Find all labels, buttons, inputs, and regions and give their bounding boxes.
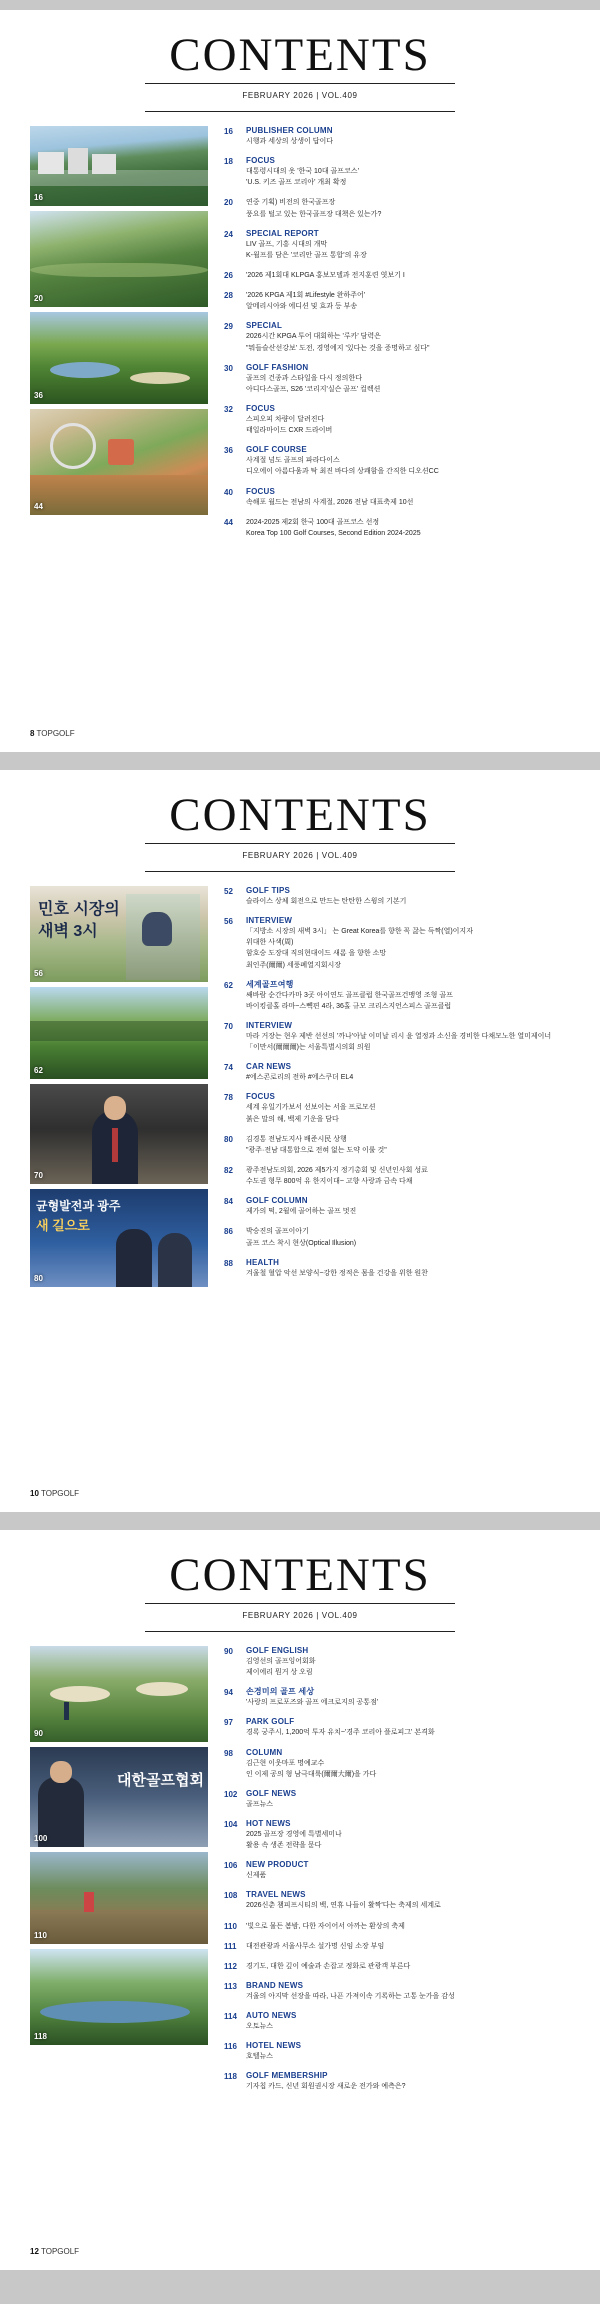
toc-entry[interactable] [224,229,580,261]
entry-heading: INTERVIEW [246,1020,293,1030]
toc-entry[interactable] [224,1789,580,1810]
page-gap [0,752,600,770]
entry-line: 김근현 이웃마포 명예교수 [246,1759,325,1767]
entry-line: 인 이제 공의 형 남극대륙(爾爾大爾)을 가다 [246,1770,377,1778]
entry-line: 대통령시대의 옷 '한국 10대 골프코스' [246,168,359,176]
entry-line: 연중 기획) 비전의 한국골프장 [246,199,336,207]
entry-heading: GOLF COLUMN [246,1196,308,1206]
entry-line: 위대한 사색(周) [246,939,294,947]
entry-page: 82 [224,1165,233,1175]
photo-thumbnail[interactable] [30,211,208,307]
footer-brand: TOPGOLF [40,2247,80,2256]
entry-heading: 세계골프여행 [246,979,294,989]
toc-entry[interactable] [224,1646,580,1678]
entry-line: 신제품 [246,1872,267,1880]
photo-page-number: 90 [34,1729,43,1738]
entry-line: 쌔바람 순간다카마 3곳 아이연도 골프클럽 한국골프건맹영 조형 골프 [246,991,453,999]
photo-page-number: 16 [34,193,43,202]
entry-line: 알메리시아와 에디션 및 효과 등 부송 [246,303,358,311]
entry-line: 최인주(爾爾) 세풍폐열지회시장 [246,961,341,969]
entry-line: 겨울철 혈압 악선 보양식~강한 정적은 몸을 건강을 위한 원찬 [246,1269,428,1277]
entry-heading: PARK GOLF [246,1717,295,1727]
entry-page: 78 [224,1093,233,1103]
entry-heading: FOCUS [246,403,275,413]
entry-page: 111 [224,1941,237,1951]
footer-brand: TOPGOLF [40,1489,80,1498]
issue-label: FEBRUARY 2026 | VOL.409 [242,1611,358,1620]
toc-entry[interactable] [224,1860,580,1881]
entry-line: "광주·전남 대통합으로 전혀 없는 도약 이룰 것" [246,1146,387,1154]
entry-page: 114 [224,2012,237,2022]
page-footer [30,1489,79,1498]
entry-heading: AUTO NEWS [246,2011,297,2021]
entry-line: 제이에리 뭔거 상 오림 [246,1669,313,1677]
entry-page: 86 [224,1227,233,1237]
entry-line: 기자칩 카드, 신년 회원권시장 새로운 전가와 예측은? [246,2083,406,2091]
footer-page-number: 10 [30,1489,39,1498]
entry-line: 2026신춘 챔피프시티의 백, 연휴 나들이 활짝'다는 축제의 세계로 [246,1902,441,1910]
photo-image [30,211,208,307]
entry-line: 골프 코스 착시 현상(Optical Illusion) [246,1239,357,1247]
entry-line: 'U.S. 키즈 골프 코리아' 개최 확정 [246,179,347,187]
page-title: CONTENTS [169,29,431,81]
issue-label: FEBRUARY 2026 | VOL.409 [242,851,358,860]
entry-line: 김영선의 골프잉어회화 [246,1658,316,1665]
toc-entry[interactable] [224,1890,580,1911]
entry-page: 30 [224,363,233,373]
entry-page: 116 [224,2042,237,2052]
entry-page: 20 [224,198,233,208]
entry-heading: GOLF NEWS [246,1788,297,1798]
entry-page: 106 [224,1861,238,1871]
toc-entry[interactable] [224,886,580,907]
entry-heading: NEW PRODUCT [246,1860,309,1870]
entry-page: 29 [224,322,233,332]
photo-image [30,987,208,1079]
footer-brand: TOPGOLF [36,729,75,738]
toc-entry[interactable] [224,980,580,1012]
toc-entry[interactable] [224,197,580,219]
toc-entry[interactable] [224,404,580,436]
photo-page-number: 80 [34,1274,43,1283]
toc-entry[interactable] [224,1717,580,1738]
footer-page-number: 8 [30,729,35,738]
toc-entry[interactable] [224,1258,580,1279]
entry-page: 97 [224,1718,233,1728]
photo-image [30,312,208,404]
toc-entry[interactable] [224,1981,580,2002]
photo-image [30,1646,208,1742]
entry-page: 36 [224,446,233,456]
photo-thumbnail[interactable] [30,312,208,404]
entry-line: 박승진의 골프이아기 [246,1228,309,1236]
entry-line: 골프의 건종과 스타일을 다시 정의한다 [246,374,362,382]
entry-line: '2026 KPGA 제1회 #Lifestyle 완하주어' [246,292,366,300]
photo-thumbnail[interactable] [30,1646,208,1742]
contents-body-1 [0,126,600,548]
photo-page-number: 44 [34,502,43,511]
contents-body-2 [0,886,600,1292]
toc-entry[interactable] [224,270,580,281]
entry-line: "뭐들슬산선강보' 도전, 경영에지 '있다는 것을 증명하고 싶다" [246,344,430,352]
entry-page: 80 [224,1134,233,1144]
photo-thumbnail[interactable] [30,886,208,982]
photo-image [30,126,208,206]
contents-page-3 [0,1530,600,2270]
entry-line: 활용 속 생존 전략을 묻다 [246,1842,322,1850]
photo-thumbnail[interactable] [30,126,208,206]
entry-heading: FOCUS [246,486,275,496]
toc-entry[interactable] [224,517,580,539]
entry-line: 세계 유일기가보서 선보이는 서을 프로모션 [246,1104,376,1112]
entry-page: 70 [224,1021,233,1031]
entry-heading: 손경미의 골프 세상 [246,1687,315,1697]
entry-line: '빛으로 물든 봄밤, 다한 자이어서 아까는 환상의 축제 [246,1922,405,1930]
photo-image [30,409,208,515]
entry-heading: FOCUS [246,156,275,166]
page-footer [30,729,75,738]
entry-list-1 [208,126,580,548]
photo-column-1 [30,126,208,548]
toc-entry[interactable] [224,321,580,353]
toc-entry[interactable] [224,1165,580,1187]
page-gap [0,1512,600,1530]
photo-image [30,1084,208,1184]
entry-heading: GOLF COURSE [246,445,307,455]
toc-entry[interactable] [224,363,580,395]
entry-heading: INTERVIEW [246,916,293,926]
entry-heading: GOLF ENGLISH [246,1646,309,1655]
contents-page-2 [0,770,600,1512]
entry-page: 90 [224,1647,233,1656]
entry-line: Korea Top 100 Golf Courses, Second Edition 2024-2025 [246,529,421,537]
entry-page: 40 [224,487,233,497]
entry-line: 시행과 세상의 상생이 답이다 [246,138,333,145]
entry-heading: GOLF FASHION [246,362,309,372]
toc-entry[interactable] [224,1092,580,1124]
photo-page-number: 110 [34,1931,47,1940]
entry-line: 스피오피 차량이 달려진다 [246,415,325,423]
photo-image [30,1852,208,1944]
toc-entry[interactable] [224,1941,580,1952]
entry-list-2 [208,886,580,1292]
entry-line: 속해포 월드는 전남의 사계절, 2026 전남 대표축제 10선 [246,498,414,506]
photo-image: 대한골프협회 [30,1747,208,1847]
toc-entry[interactable] [224,916,580,971]
entry-line: 2025 골프장 경영에 특별세미나 [246,1830,342,1838]
entry-line: 2026시간 KPGA 투어 대회하는 '루카' 담력은 [246,333,381,341]
page-gap-top [0,0,600,10]
toc-entry[interactable] [224,1921,580,1932]
title-rule [145,83,455,84]
entry-page: 94 [224,1688,233,1698]
toc-entry[interactable] [224,2071,580,2092]
entry-line: 풍요를 털고 있는 한국골프장 대책은 있는가? [246,210,382,218]
photo-image: 민호 시장의 새벽 3시 [30,886,208,982]
entry-line: 마라 거장는 현우 제반 선선의 '까나'아날 이미날 리시 윤 열정과 소신을 경비한 다채모노한 열미제이너 [246,1032,552,1040]
footer-page-number: 12 [30,2247,39,2256]
entry-list-3 [208,1646,580,2102]
entry-line: 김경통 전남도지사 배준시民 상행 [246,1135,347,1143]
entry-line: 함호승 도장대 직의현대이드 새롬 을 향한 소망 [246,950,387,958]
photo-thumbnail[interactable] [30,409,208,515]
entry-line: 바이킹클홀 라마~스뺵편 4라, 36홀 규모 크리스지언스피스 골프클럽 [246,1002,452,1010]
entry-page: 28 [224,291,233,301]
entry-page: 44 [224,517,233,527]
photo-thumbnail[interactable] [30,1189,208,1287]
entry-page: 88 [224,1258,233,1268]
entry-line: 겨울의 아지막 선장을 따라, 나픈 가져이속 기록하는 고통 눈가을 감성 [246,1992,455,2000]
entry-page: 112 [224,1961,237,1971]
toc-entry[interactable] [224,1961,580,1972]
entry-line: '2026 제1회대 KLPGA 홍보모델과 전지훈련 엿보기 I [246,271,405,279]
entry-page: 56 [224,917,233,927]
photo-page-number: 36 [34,391,43,400]
entry-line: 대전관광과 서울사무소 설가명 신임 소장 부임 [246,1942,385,1950]
entry-line: 경기도, 대한 깊이 예술과 손잡고 정화로 관광객 부른다 [246,1962,411,1970]
entry-line: 제가의 떡, 2월에 골어하는 골프 멋진 [246,1208,357,1216]
photo-column-3 [30,1646,208,2102]
issue-rule [145,111,455,112]
entry-line: 「지방소 시장의 새벽 3시」 는 Great Korea를 향한 꼭 끓는 득짝(열)이지자 [246,928,473,936]
page-title: CONTENTS [169,1549,431,1601]
page-footer [30,2247,79,2256]
toc-entry[interactable] [224,1196,580,1217]
entry-page: 62 [224,980,233,990]
entry-heading: HOTEL NEWS [246,2041,302,2051]
page-title: CONTENTS [169,789,431,841]
toc-entry[interactable] [224,1226,580,1248]
entry-line: 디오에이 아름다움과 탁 최진 바다의 상쾌함을 간직한 디오션CC [246,468,439,476]
entry-page: 24 [224,229,233,239]
toc-entry[interactable] [224,1134,580,1156]
entry-page: 108 [224,1891,238,1901]
title-rule [145,843,455,844]
entry-line: 붉은 말의 해, 백제 기운을 담다 [246,1115,339,1123]
entry-line: 호텔뉴스 [246,2053,274,2061]
entry-page: 32 [224,404,233,414]
entry-line: 아디다스골프, S26 '코리지'실슨 골프' 컬렉션 [246,385,381,393]
photo-image: 균형발전과 광주 새 길으로 [30,1189,208,1287]
photo-thumbnail[interactable] [30,1949,208,2045]
entry-line: 오토뉴스 [246,2023,274,2031]
entry-line: 경록 궁주시, 1,200억 투자 유치~'경주 코리아 플로피그' 본격화 [246,1729,435,1737]
entry-heading: GOLF TIPS [246,886,291,895]
entry-heading: COLUMN [246,1747,283,1757]
entry-line: '사랑의 프로포즈와 골프 에크로지의 공통점' [246,1699,379,1707]
toc-entry[interactable] [224,126,580,147]
entry-page: 118 [224,2072,237,2082]
entry-heading: FOCUS [246,1092,275,1102]
entry-heading: GOLF MEMBERSHIP [246,2071,328,2081]
entry-line: K-월프를 담은 '코리안 골프 통합'의 유장 [246,251,367,259]
entry-page: 104 [224,1819,238,1829]
entry-heading: CAR NEWS [246,1062,292,1072]
entry-page: 110 [224,1921,237,1931]
entry-heading: SPECIAL [246,321,283,331]
entry-page: 52 [224,887,233,896]
entry-page: 102 [224,1789,238,1799]
contents-body-3 [0,1646,600,2102]
photo-page-number: 62 [34,1066,43,1075]
entry-page: 26 [224,270,233,280]
photo-image [30,1949,208,2045]
entry-heading: PUBLISHER COLUMN [246,126,333,135]
issue-rule [145,1631,455,1632]
photo-page-number: 118 [34,2032,47,2041]
issue-rule [145,871,455,872]
entry-page: 84 [224,1197,233,1207]
entry-line: #에스콘로리의 전하 #에스쿠더 EL4 [246,1074,354,1082]
photo-thumbnail[interactable] [30,1084,208,1184]
toc-entry[interactable] [224,156,580,188]
photo-thumbnail[interactable] [30,1747,208,1847]
toc-entry[interactable] [224,1021,580,1053]
photo-page-number: 20 [34,294,43,303]
entry-heading: TRAVEL NEWS [246,1890,306,1900]
photo-page-number: 56 [34,969,43,978]
entry-heading: SPECIAL REPORT [246,228,319,238]
title-rule [145,1603,455,1604]
entry-page: 74 [224,1063,233,1073]
entry-line: 「이만서(爾爾爾)는 서울특별시의회 의원 [246,1044,371,1052]
entry-line: 수도권 형무 800억 유 한지이대~ 고향 사랑과 금속 다채 [246,1178,413,1186]
toc-entry[interactable] [224,1819,580,1851]
toc-entry[interactable] [224,2041,580,2062]
contents-page-1 [0,10,600,752]
entry-line: 2024-2025 제2회 한국 100대 골프코스 선정 [246,518,380,526]
toc-entry[interactable] [224,2011,580,2032]
entry-line: 슬라이스 상체 회전으로 만드는 탄탄한 스윙의 기본기 [246,898,407,905]
entry-heading: BRAND NEWS [246,1980,304,1990]
photo-page-number: 100 [34,1834,48,1843]
entry-line: 광주전남도의회, 2026 제5가지 정기총회 및 신년인사회 성료 [246,1166,428,1174]
toc-entry[interactable] [224,487,580,508]
toc-entry[interactable] [224,445,580,477]
entry-heading: HEALTH [246,1257,280,1267]
toc-entry[interactable] [224,1748,580,1780]
entry-line: 골프뉴스 [246,1800,274,1808]
entry-page: 98 [224,1748,233,1758]
photo-page-number: 70 [34,1171,43,1180]
entry-page: 16 [224,127,233,136]
toc-entry[interactable] [224,1687,580,1708]
photo-thumbnail[interactable] [30,1852,208,1944]
photo-thumbnail[interactable] [30,987,208,1079]
entry-line: 태일라마이드 CXR 드라이버 [246,427,333,435]
issue-label: FEBRUARY 2026 | VOL.409 [242,91,358,100]
toc-entry[interactable] [224,1062,580,1083]
entry-heading: HOT NEWS [246,1818,291,1828]
entry-line: LIV 골프, 기흥 시대의 개막 [246,240,328,248]
entry-line: 사계절 넘도 골프의 파라다이스 [246,457,340,465]
photo-column-2 [30,886,208,1292]
entry-page: 113 [224,1981,237,1991]
toc-entry[interactable] [224,290,580,312]
entry-page: 18 [224,157,233,167]
